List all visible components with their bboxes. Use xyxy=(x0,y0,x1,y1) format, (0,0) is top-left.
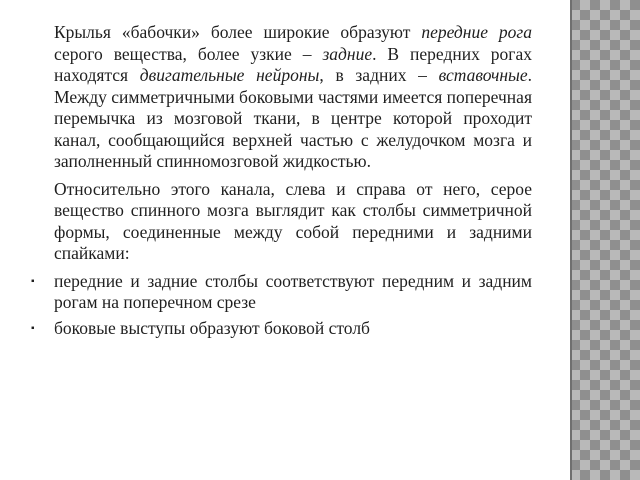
list-item-text: боковые выступы образуют боковой столб xyxy=(54,317,370,338)
bullet-list xyxy=(30,271,532,340)
paragraph-wings-text-5: . Между симметричными боковыми частями имеется поперечная перемычка из мозговой ткани, в центре которой проходит канал, сообщающийся верхней частью с желудочком мозга и заполненный спинномозговой жидкостью. xyxy=(54,65,533,171)
paragraph-wings-text-4: , в задних – xyxy=(319,65,439,85)
term-motor-neurons: двигательные нейроны xyxy=(139,65,320,85)
paragraph-wings xyxy=(30,22,532,173)
bullet-square-icon: ▪ xyxy=(31,322,35,334)
term-posterior: задние xyxy=(322,43,373,64)
paragraph-canal xyxy=(30,179,532,265)
list-item xyxy=(30,318,532,340)
decorative-pattern-strip xyxy=(570,0,640,480)
paragraph-wings-text-1: Крылья «бабочки» более широкие образуют xyxy=(54,22,422,42)
paragraph-canal-text: Относительно этого канала, слева и справа от него, серое вещество спинного мозга выглядит как столбы симметричной формы, соединенные между собой передними и задними спайками: xyxy=(54,178,532,263)
slide-content xyxy=(30,22,532,343)
term-anterior-horns: передние рога xyxy=(421,22,532,42)
list-item xyxy=(30,271,532,314)
bullet-square-icon: ▪ xyxy=(31,275,35,287)
list-item-text: передние и задние столбы соответствуют передним и задним рогам на поперечном срезе xyxy=(54,270,532,312)
paragraph-wings-text-3: . В передних рогах находятся xyxy=(54,43,532,85)
paragraph-wings-text-2: серого вещества, более узкие – xyxy=(54,43,323,64)
term-interneurons: вставочные xyxy=(438,65,528,85)
